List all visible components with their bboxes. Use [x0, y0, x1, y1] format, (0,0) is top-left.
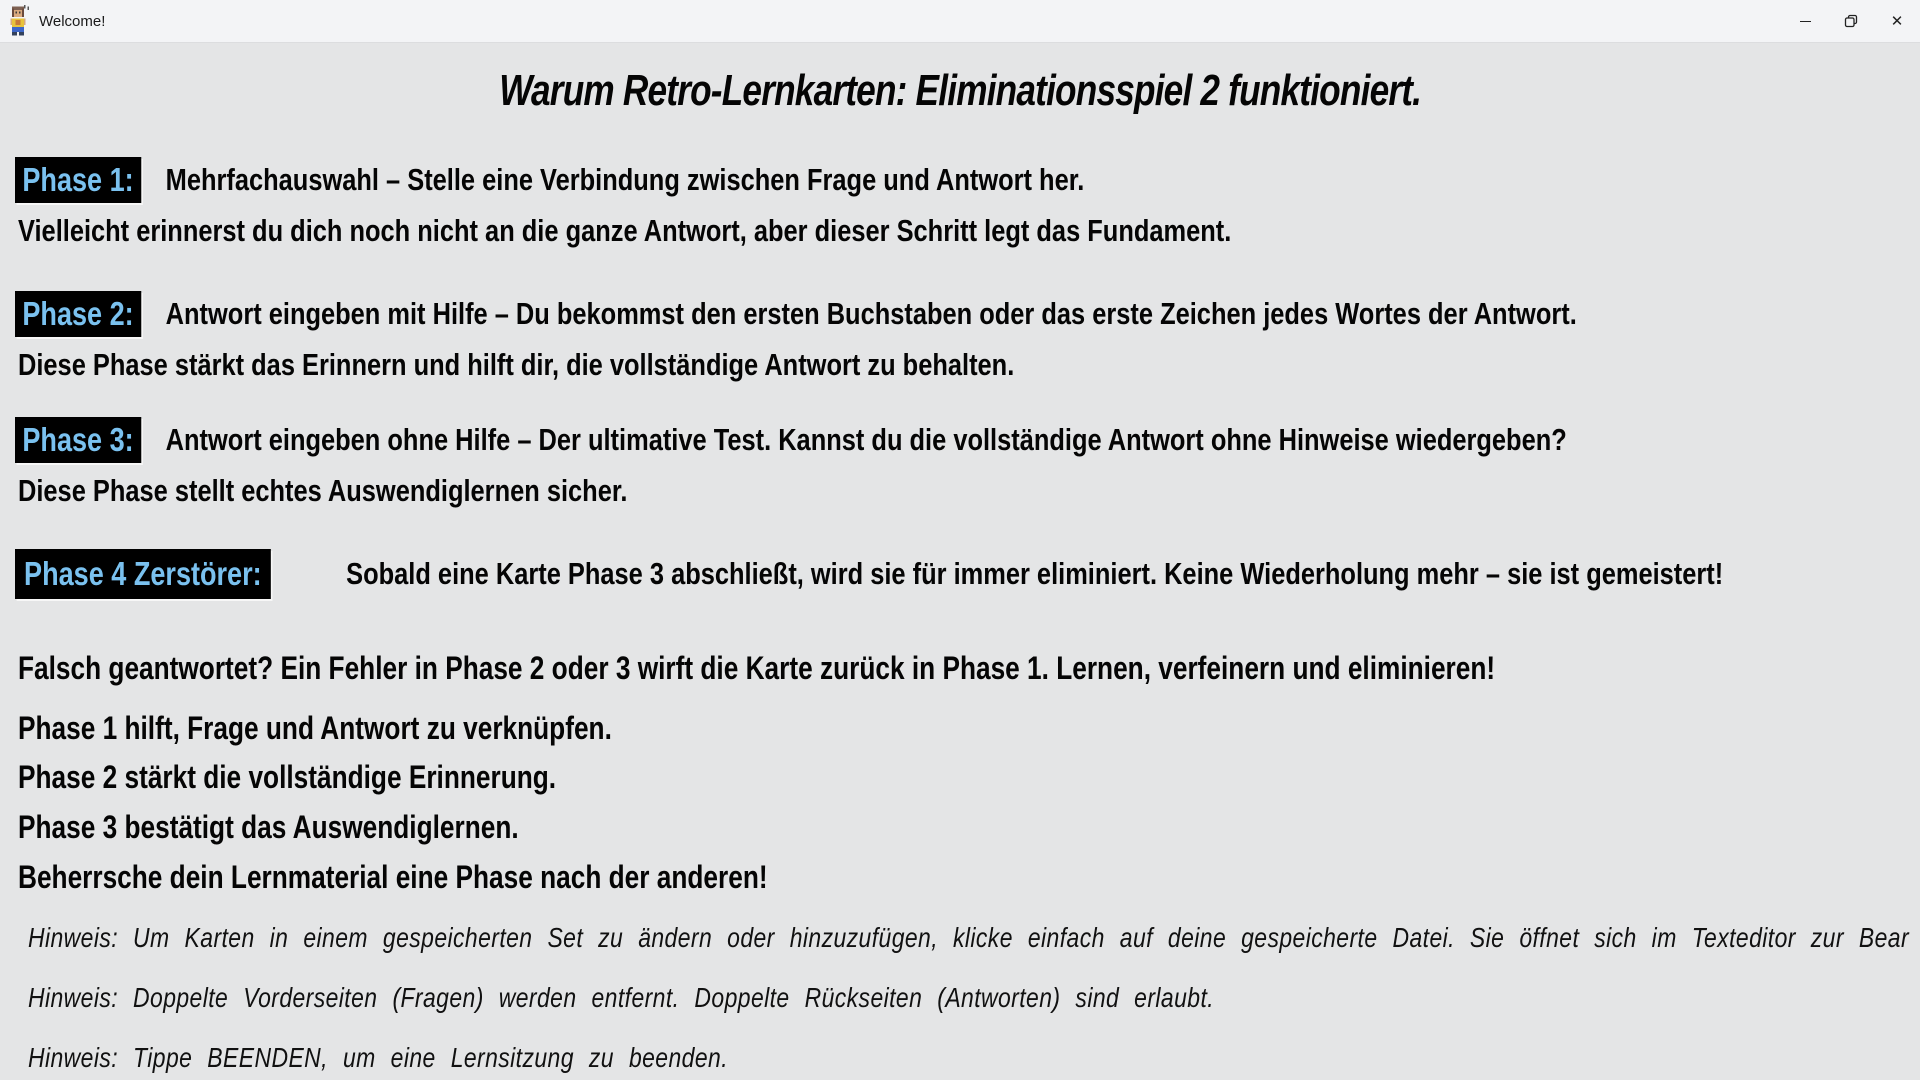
close-button[interactable]: [1874, 0, 1920, 42]
phase-2-line2-row: [18, 347, 1920, 383]
restore-icon: [1844, 14, 1858, 28]
summary-line: Phase 1 hilft, Frage und Antwort zu verknüpfen.: [18, 710, 612, 746]
summary-line: Beherrsche dein Lernmaterial eine Phase nach der anderen!: [18, 859, 768, 895]
phase-4-label: Phase 4 Zerstörer:: [15, 549, 271, 599]
phase-3-line1: Antwort eingeben ohne Hilfe – Der ultimative Test. Kannst du die vollständige Antwort ohne Hinweise wiedergeben?: [165, 422, 1567, 457]
titlebar: [0, 0, 1920, 43]
hint-line: Hinweis: Tippe BEENDEN, um eine Lernsitzung zu beenden.: [28, 1042, 728, 1073]
phase-1-line2-row: [18, 213, 1920, 249]
hint-line: Hinweis: Um Karten in einem gespeicherten Set zu ändern oder hinzuzufügen, klicke einfach auf deine gespeicherte Datei. Sie öffnet sich im Texteditor zur Bear: [28, 922, 1910, 953]
phase-2-label: Phase 2:: [15, 291, 141, 337]
phase-3-line2: Diese Phase stellt echtes Auswendiglernen sicher.: [18, 473, 628, 508]
phase-1-row: [15, 157, 1920, 203]
minimize-icon: [1800, 21, 1811, 22]
window-title: Welcome!: [39, 12, 106, 30]
window-controls: [1782, 0, 1920, 42]
phase-3-label: Phase 3:: [15, 417, 141, 463]
app-icon: [7, 5, 29, 37]
hint-line: Hinweis: Doppelte Vorderseiten (Fragen) werden entfernt. Doppelte Rückseiten (Antworten) sind erlaubt.: [28, 982, 1215, 1013]
close-icon: ✕: [1890, 12, 1904, 30]
phase-4-line1: Sobald eine Karte Phase 3 abschließt, wird sie für immer eliminiert. Keine Wiederholung mehr – sie ist gemeistert!: [346, 556, 1724, 591]
phase-1-line2: Vielleicht erinnerst du dich noch nicht an die ganze Antwort, aber dieser Schritt legt das Fundament.: [18, 213, 1232, 248]
phase-3-line2-row: [18, 473, 1920, 509]
welcome-content: [0, 43, 1920, 1080]
phase-4-row: [15, 549, 1920, 599]
mistake-note-row: [18, 649, 1920, 687]
page-title: Warum Retro-Lernkarten: Eliminationsspiel 2 funktioniert.: [499, 66, 1421, 115]
phase-2-row: [15, 291, 1920, 337]
phase-3-row: [15, 417, 1920, 463]
restore-button[interactable]: [1828, 0, 1874, 42]
summary-line: Phase 3 bestätigt das Auswendiglernen.: [18, 809, 519, 845]
minimize-button[interactable]: [1782, 0, 1828, 42]
phase-1-label: Phase 1:: [15, 157, 141, 203]
summary-line: Phase 2 stärkt die vollständige Erinnerung.: [18, 759, 557, 795]
phase-2-line2: Diese Phase stärkt das Erinnern und hilft dir, die vollständige Antwort zu behalten.: [18, 347, 1015, 382]
phase-1-line1: Mehrfachauswahl – Stelle eine Verbindung zwischen Frage und Antwort her.: [165, 162, 1085, 197]
phase-2-line1: Antwort eingeben mit Hilfe – Du bekommst den ersten Buchstaben oder das erste Zeichen jedes Wortes der Antwort.: [165, 296, 1577, 331]
mistake-note: Falsch geantwortet? Ein Fehler in Phase 2 oder 3 wirft die Karte zurück in Phase 1. Lernen, verfeinern und eliminieren!: [18, 650, 1496, 686]
